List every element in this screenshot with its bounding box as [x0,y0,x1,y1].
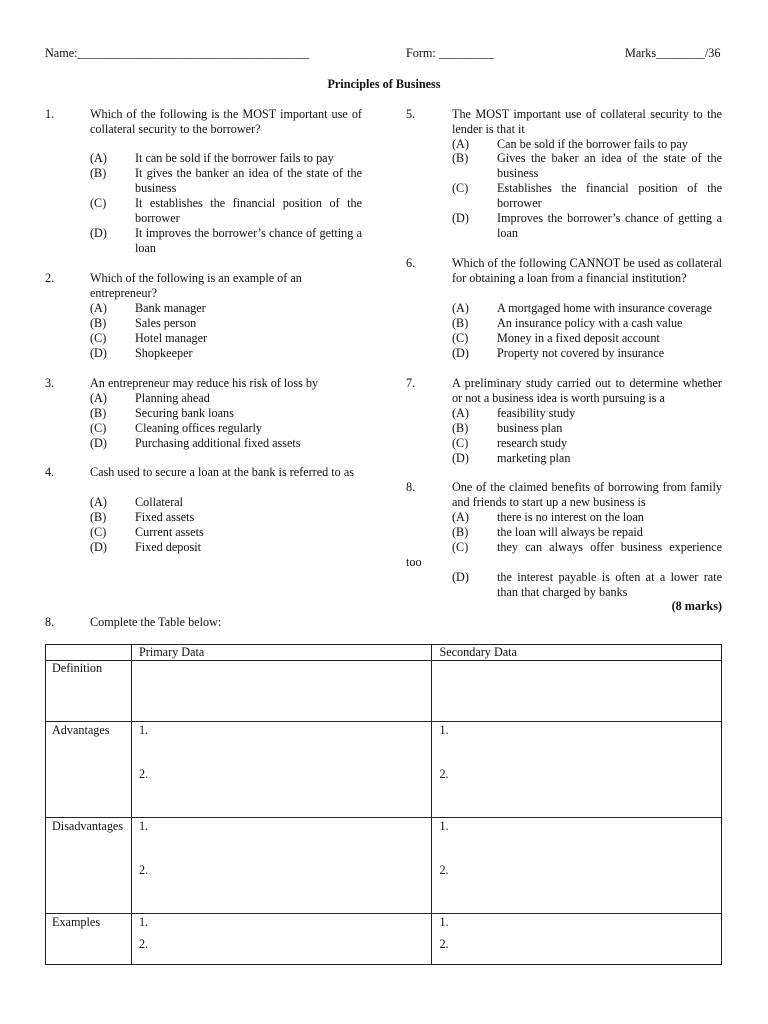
option-text: Fixed assets [135,510,195,524]
option-label: (D) [90,226,107,240]
question-text: Cash used to secure a loan at the bank is referred to as [90,465,354,479]
question-number: 7. [406,376,416,390]
option-text: Can be sold if the borrower fails to pay [497,137,688,151]
question-text: Which of the following is an example of an entrepreneur? [90,271,302,300]
option-text: the loan will always be repaid [497,525,643,539]
answer-line-number: 1. [439,819,449,833]
option-text: there is no interest on the loan [497,510,644,524]
question-number: 3. [45,376,55,390]
question-number: 2. [45,271,55,285]
option-text: research study [497,436,568,450]
option-label: (A) [90,301,107,315]
option-text: the interest payable is often at a lower rate than that charged by banks [497,570,722,599]
option-text: Shopkeeper [135,346,193,360]
data-table [45,644,722,965]
question-number: 1. [45,107,55,121]
answer-line-number: 2. [138,767,149,781]
option-text: Money in a fixed deposit account [497,331,660,345]
option-label: (D) [452,346,469,360]
option-label: (C) [452,436,469,450]
answer-cell[interactable] [432,722,722,818]
option-label: (D) [452,570,469,584]
answer-line-number: 1. [138,723,149,737]
marks-field[interactable]: Marks________/36 [625,46,721,60]
answer-cell[interactable] [432,914,722,965]
option-text: Cleaning offices regularly [135,421,263,435]
answer-line-number: 2. [439,937,449,951]
answer-cell[interactable] [432,818,722,914]
option-label: (D) [452,211,469,225]
option-label: (B) [452,316,469,330]
option-label: (B) [452,151,469,165]
question-text: Complete the Table below: [90,615,222,629]
overflow-text: too [406,555,422,569]
option-text: Hotel manager [135,331,208,345]
option-text: they can always offer business experience [497,540,722,554]
question-text: Which of the following CANNOT be used as collateral for obtaining a loan from a financial institution? [452,256,722,285]
option-label: (B) [452,525,469,539]
option-label: (C) [452,181,469,195]
option-text: Securing bank loans [135,406,234,420]
question-text: The MOST important use of collateral security to the lender is that it [452,107,722,136]
row-label: Advantages [46,722,132,818]
option-label: (A) [452,406,469,420]
option-text: Fixed deposit [135,540,202,554]
answer-line-number: 1. [439,723,449,737]
row-label: Definition [46,661,132,722]
option-text: business plan [497,421,563,435]
row-label: Disadvantages [46,818,132,914]
option-text: Bank manager [135,301,206,315]
question-number: 4. [45,465,55,479]
option-text: Gives the baker an idea of the state of the business [497,151,722,180]
option-text: A mortgaged home with insurance coverage [497,301,712,315]
option-label: (C) [452,540,469,554]
option-label: (D) [90,436,107,450]
option-label: (D) [90,540,107,554]
option-label: (B) [90,316,107,330]
option-label: (A) [452,301,469,315]
question-text: Which of the following is the MOST important use of collateral security to the borrower? [90,107,362,136]
form-field[interactable]: Form: _________ [406,46,494,60]
question-number: 8. [406,480,416,494]
answer-line-number: 2. [439,863,449,877]
option-label: (B) [90,406,107,420]
option-label: (A) [90,151,107,165]
name-field[interactable]: Name:______________________________________ [45,46,310,60]
table-row [46,818,722,914]
question-text: A preliminary study carried out to determine whether or not a business idea is worth pursuing is a [452,376,722,405]
answer-cell[interactable] [131,818,431,914]
question-text: An entrepreneur may reduce his risk of loss by [90,376,319,390]
table-row [46,722,722,818]
option-text: It gives the banker an idea of the state of the business [135,166,362,195]
page-title: Principles of Business [327,77,441,91]
option-label: (A) [90,495,107,509]
option-label: (B) [90,166,107,180]
marks-note: (8 marks) [671,599,722,613]
option-label: (D) [452,451,469,465]
table-header-cell [46,645,132,661]
answer-cell[interactable] [131,661,431,722]
answer-line-number: 2. [439,767,449,781]
answer-cell[interactable] [131,722,431,818]
question-number: 8. [45,615,55,629]
option-label: (C) [90,196,107,210]
answer-cell[interactable] [131,914,431,965]
option-text: It can be sold if the borrower fails to pay [135,151,334,165]
table-header-cell: Primary Data [131,645,431,661]
option-label: (D) [90,346,107,360]
answer-line-number: 1. [138,819,149,833]
option-label: (C) [90,331,107,345]
table-row [46,661,722,722]
table-header-cell: Secondary Data [432,645,722,661]
answer-line-number: 2. [138,937,149,951]
option-text: Planning ahead [135,391,210,405]
row-label: Examples [46,914,132,965]
option-text: Improves the borrower’s chance of getting a loan [497,211,722,240]
option-text: Property not covered by insurance [497,346,665,360]
table-row [46,914,722,965]
answer-line-number: 1. [439,915,449,929]
option-label: (A) [90,391,107,405]
option-text: Purchasing additional fixed assets [135,436,301,450]
answer-line-number: 1. [138,915,149,929]
answer-line-number: 2. [138,863,149,877]
question-number: 6. [406,256,416,270]
option-text: It improves the borrower’s chance of getting a loan [135,226,362,255]
option-text: Current assets [135,525,204,539]
option-text: An insurance policy with a cash value [497,316,683,330]
table-header-row [46,645,722,661]
option-label: (A) [452,510,469,524]
option-label: (C) [452,331,469,345]
question-text: One of the claimed benefits of borrowing from family and friends to start up a new business is [452,480,722,509]
option-label: (A) [452,137,469,151]
option-text: Collateral [135,495,184,509]
option-label: (B) [452,421,469,435]
option-label: (C) [90,525,107,539]
option-text: Sales person [135,316,197,330]
question-number: 5. [406,107,416,121]
option-text: feasibility study [497,406,576,420]
option-label: (C) [90,421,107,435]
option-label: (B) [90,510,107,524]
option-text: marketing plan [497,451,571,465]
answer-cell[interactable] [432,661,722,722]
option-text: Establishes the financial position of the borrower [497,181,722,210]
option-text: It establishes the financial position of the borrower [135,196,362,225]
